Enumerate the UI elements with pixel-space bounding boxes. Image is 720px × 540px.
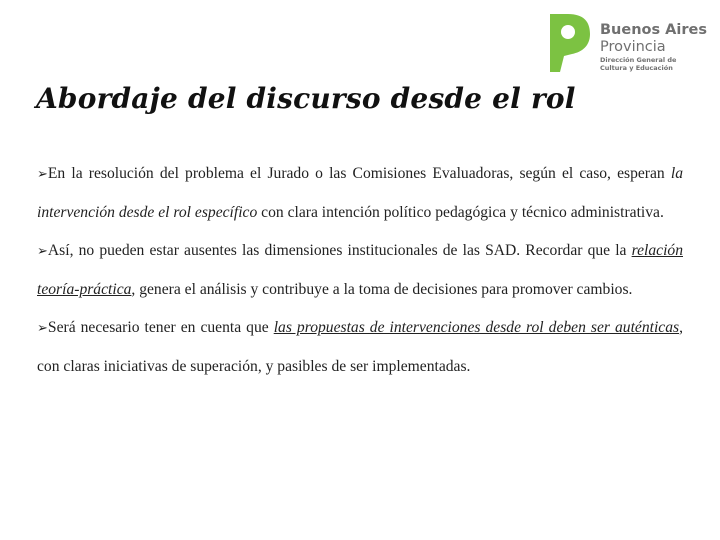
slide-title: Abordaje del discurso desde el rol <box>36 82 576 115</box>
logo-line-3: Dirección General de <box>600 56 677 64</box>
paragraph-1-text-b: con clara intención político pedagógica y técnico administrativa. <box>257 204 664 221</box>
paragraph-2 <box>37 232 683 309</box>
logo-line-1: Buenos Aires <box>600 22 707 38</box>
paragraph-2-emphasis: relación teoría-práctica <box>37 242 683 298</box>
paragraph-1-emphasis: la intervención desde el rol específico <box>37 165 683 221</box>
paragraph-3-emphasis: las propuestas de intervenciones desde rol deben ser auténticas <box>273 319 680 336</box>
paragraph-3-text-a: Será necesario tener en cuenta que <box>47 319 274 336</box>
logo-line-2: Provincia <box>600 39 666 55</box>
paragraph-1 <box>37 155 683 232</box>
arrow-bullet-icon: ➢ <box>37 244 48 259</box>
province-map-icon <box>544 12 594 76</box>
arrow-bullet-icon: ➢ <box>37 167 48 182</box>
buenos-aires-provincia-logo <box>544 12 714 76</box>
paragraph-2-text-a: Así, no pueden estar ausentes las dimensiones institucionales de las SAD. Recordar que la <box>47 242 632 259</box>
paragraph-1-text-a: En la resolución del problema el Jurado o las Comisiones Evaluadoras, según el caso, esperan <box>47 165 671 182</box>
slide-body <box>37 155 683 386</box>
paragraph-2-text-b: , genera el análisis y contribuye a la toma de decisiones para promover cambios. <box>131 281 633 298</box>
paragraph-3-text-b: , con claras iniciativas de superación, y pasibles de ser implementadas. <box>37 319 683 375</box>
arrow-bullet-icon: ➢ <box>37 321 48 336</box>
logo-line-4: Cultura y Educación <box>600 64 673 72</box>
paragraph-3 <box>37 309 683 386</box>
